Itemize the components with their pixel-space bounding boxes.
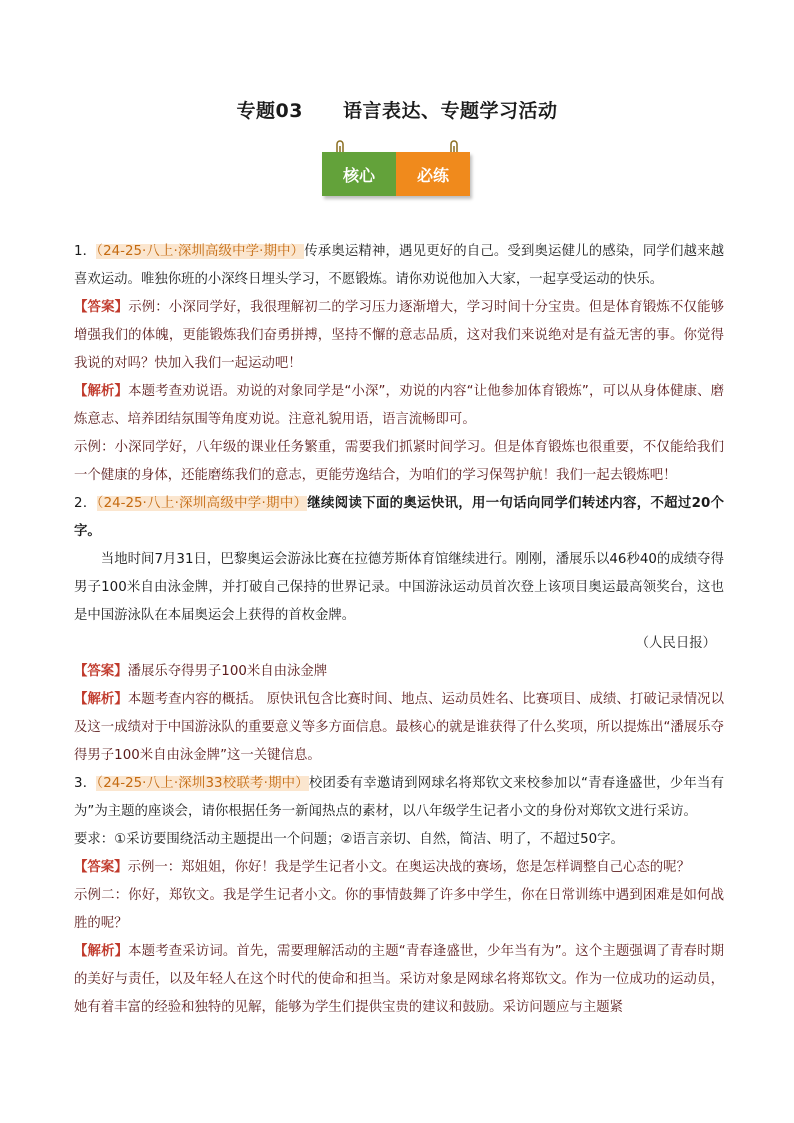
question-source: （24-25·八上·深圳高级中学·期中）	[96, 244, 305, 259]
analysis-tag: 【解析】	[74, 944, 129, 959]
question-text: 继续阅读下面的奥运快讯，用一句话向同学们转述内容，不超过20个字。	[74, 496, 724, 539]
question-source: （24-25·八上·深圳高级中学·期中）	[96, 496, 308, 511]
passage-source: （人民日报）	[635, 636, 716, 651]
question-list	[74, 238, 724, 1022]
title-main: 专题03	[236, 100, 303, 122]
answer-block	[74, 658, 724, 686]
title-sub: 语言表达、专题学习活动	[342, 100, 558, 122]
answer-tag: 【答案】	[74, 664, 128, 679]
analysis-text: 本题考查劝说语。劝说的对象同学是“小深”，劝说的内容“让他参加体育锻炼”，可以从身体健康、磨炼意志、培养团结氛围等角度劝说。注意礼貌用语，语言流畅即可。	[74, 384, 724, 427]
question-number: 3．	[74, 776, 97, 791]
question-number: 1．	[74, 244, 97, 259]
question-text: 传承奥运精神，遇见更好的自己。受到奥运健儿的感染，同学们越来越喜欢运动。唯独你班的小深终日埋头学习，不愿锻炼。请你劝说他加入大家，一起享受运动的快乐。	[74, 244, 724, 287]
answer-block	[74, 854, 724, 882]
question-text: 校团委有幸邀请到网球名将郑钦文来校参加以“青春逢盛世，少年当有为”为主题的座谈会，请你根据任务一新闻热点的素材，以八年级学生记者小文的身份对郑钦文进行采访。	[74, 776, 724, 819]
answer-example-2: 示例二：你好，郑钦文。我是学生记者小文。你的事情鼓舞了许多中学生，你在日常训练中遇到困难是如何战胜的呢？	[74, 888, 724, 931]
question-source: （24-25·八上·深圳33校联考·期中）	[96, 776, 309, 791]
question-3	[74, 770, 724, 826]
analysis-text: 本题考查内容的概括。 原快讯包含比赛时间、地点、运动员姓名、比赛项目、成绩、打破记录情况以及这一成绩对于中国游泳队的重要意义等多方面信息。最核心的就是谁获得了什么奖项，所以提炼出“潘展乐夺得男子100米自由泳金牌”这一关键信息。	[74, 692, 724, 763]
question-number: 2．	[74, 496, 97, 511]
example-text: 示例：小深同学好，八年级的课业任务繁重，需要我们抓紧时间学习。但是体育锻炼也很重要，不仅能给我们一个健康的身体，还能磨练我们的意志，更能劳逸结合，为咱们的学习保驾护航！我们一起去锻炼吧！	[74, 440, 724, 483]
question-1	[74, 238, 724, 294]
page-title	[0, 96, 794, 123]
analysis-block	[74, 378, 724, 434]
analysis-tag: 【解析】	[74, 692, 128, 707]
answer-text: 潘展乐夺得男子100米自由泳金牌	[127, 664, 328, 679]
answer-tag: 【答案】	[74, 860, 128, 875]
news-passage: 当地时间7月31日，巴黎奥运会游泳比赛在拉德芳斯体育馆继续进行。刚刚，潘展乐以46秒40的成绩夺得男子100米自由泳金牌，并打破自己保持的世界记录。中国游泳运动员首次登上该项目奥运最高领奖台，这也是中国游泳队在本届奥运会上获得的首枚金牌。	[74, 552, 724, 623]
analysis-text: 本题考查采访词。首先，需要理解活动的主题“青春逢盛世，少年当有为”。这个主题强调了青春时期的美好与责任，以及年轻人在这个时代的使命和担当。采访对象是网球名将郑钦文。作为一位成功的运动员，她有着丰富的经验和独特的见解，能够为学生们提供宝贵的建议和鼓励。采访问题应与主题紧	[74, 944, 725, 1015]
badge-right-label: 必练	[396, 152, 470, 196]
core-practice-badge	[322, 152, 470, 196]
question-2	[74, 490, 724, 546]
answer-block	[74, 294, 724, 378]
answer-text: 示例一：郑姐姐，你好！我是学生记者小文。在奥运决战的赛场，您是怎样调整自己心态的呢？	[127, 860, 690, 875]
requirement-text: 要求：①采访要围绕活动主题提出一个问题；②语言亲切、自然，简洁、明了，不超过50字。	[74, 832, 624, 847]
analysis-block	[74, 938, 724, 1022]
analysis-tag: 【解析】	[74, 384, 129, 399]
badge-left-label: 核心	[322, 152, 396, 196]
answer-tag: 【答案】	[74, 300, 129, 315]
answer-text: 示例：小深同学好，我很理解初二的学习压力逐渐增大，学习时间十分宝贵。但是体育锻炼不仅能够增强我们的体魄，更能锻炼我们奋勇拼搏，坚持不懈的意志品质，这对我们来说绝对是有益无害的事。你觉得我说的对吗？快加入我们一起运动吧！	[74, 300, 725, 371]
analysis-block	[74, 686, 724, 770]
